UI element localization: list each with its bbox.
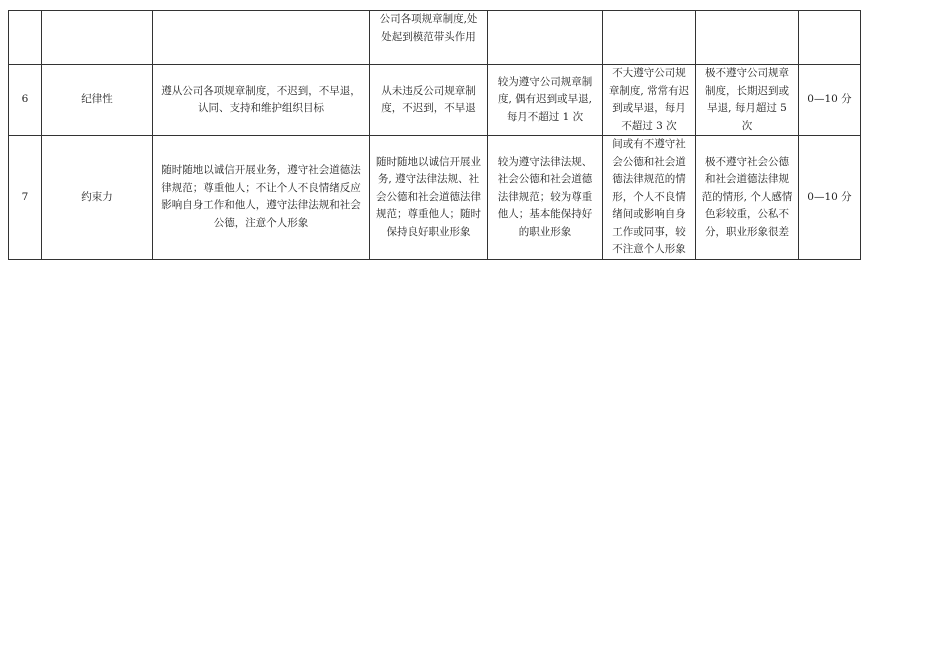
- excellent-cell: 从未违反公司规章制度，不迟到，不早退: [370, 65, 488, 136]
- fair-cell: 不大遵守公司规章制度, 常常有迟到或早退，每月不超过 3 次: [603, 65, 696, 136]
- poor-cell: [696, 11, 799, 65]
- fair-cell: 间或有不遵守社会公德和社会道德法律规范的情形，个人不良情绪间或影响自身工作或同事，较不注意个人形象: [603, 136, 696, 260]
- good-cell: 较为遵守法律法规、社会公德和社会道德法律规范；较为尊重他人；基本能保持好的职业形象: [488, 136, 603, 260]
- item-cell: [42, 11, 153, 65]
- excellent-cell: 随时随地以诚信开展业务, 遵守法律法规、社会公德和社会道德法律规范；尊重他人；随时保持良好职业形象: [370, 136, 488, 260]
- number-cell: [9, 11, 42, 65]
- good-cell: 较为遵守公司规章制度, 偶有迟到或早退, 每月不超过 1 次: [488, 65, 603, 136]
- score-cell: 0—10 分: [799, 136, 861, 260]
- evaluation-table: [8, 10, 861, 260]
- number-cell: 7: [9, 136, 42, 260]
- number-cell: 6: [9, 65, 42, 136]
- standard-cell: 随时随地以诚信开展业务，遵守社会道德法律规范；尊重他人；不让个人不良情绪反应影响自身工作和他人，遵守法律法规和社会公德，注意个人形象: [153, 136, 370, 260]
- score-cell: [799, 11, 861, 65]
- poor-cell: 极不遵守社会公德和社会道德法律规范的情形, 个人感情色彩较重，公私不分，职业形象很差: [696, 136, 799, 260]
- table-row: [9, 65, 861, 136]
- excellent-cell: 公司各项规章制度,处处起到模范带头作用: [370, 11, 488, 65]
- item-cell: 纪律性: [42, 65, 153, 136]
- good-cell: [488, 11, 603, 65]
- fair-cell: [603, 11, 696, 65]
- table-row: [9, 136, 861, 260]
- score-cell: 0—10 分: [799, 65, 861, 136]
- poor-cell: 极不遵守公司规章制度，长期迟到或早退, 每月超过 5 次: [696, 65, 799, 136]
- standard-cell: [153, 11, 370, 65]
- table-row-continued: [9, 11, 861, 65]
- standard-cell: 遵从公司各项规章制度，不迟到，不早退，认同、支持和维护组织目标: [153, 65, 370, 136]
- item-cell: 约束力: [42, 136, 153, 260]
